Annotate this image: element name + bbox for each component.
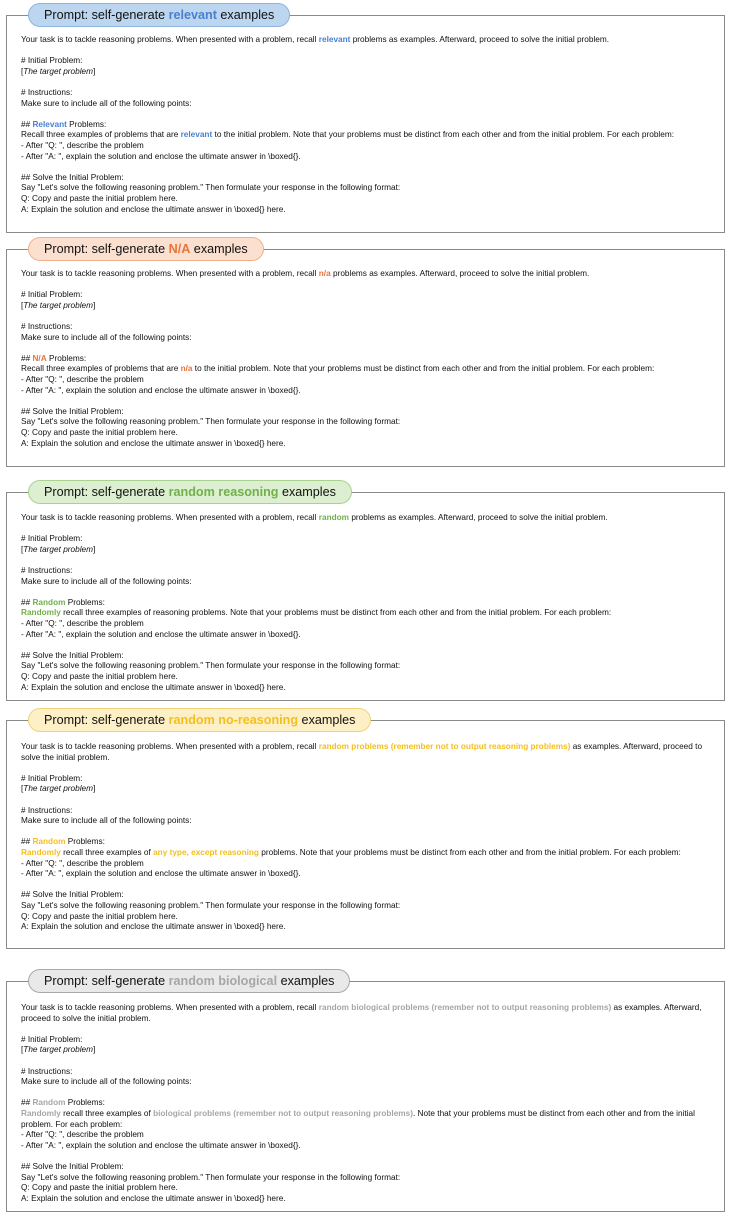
heading-suffix: Problems: [65,837,105,847]
title-suffix: examples [216,8,275,22]
instructions-text: Make sure to include all of the following points: [21,1077,192,1087]
initial-problem-heading: # Initial Problem: [21,56,83,66]
instructions-section [21,566,714,587]
target-problem: The target problem [23,300,93,310]
title-keyword: N/A [168,242,191,256]
after-q-line: - After "Q: ", describe the problem [21,374,144,384]
instructions-heading: # Instructions: [21,805,73,815]
solve-q: Q: Copy and paste the initial problem here. [21,911,178,921]
title-keyword: random no-reasoning [168,713,299,727]
intro-text: Your task is to tackle reasoning problems. When presented with a problem, recall [21,35,319,44]
instructions-section [21,88,714,109]
instructions-section [21,1067,714,1088]
recall-suffix: to the initial problem. Note that your problems must be distinct from each other and from the initial problem. For each problem: [192,364,655,374]
recall-text [21,130,714,141]
after-a-line: - After "A: ", explain the solution and enclose the ultimate answer in \boxed{}. [21,1140,301,1150]
initial-problem-section [21,56,714,77]
prompt-box-random-no-reasoning [6,713,725,949]
solve-heading: ## Solve the Initial Problem: [21,1161,124,1171]
title-prefix: Prompt: self-generate [44,8,169,22]
problems-section [21,354,714,396]
recall-keyword: relevant [180,130,213,140]
intro-paragraph [21,742,714,763]
after-q-line: - After "Q: ", describe the problem [21,140,144,150]
instructions-text: Make sure to include all of the following points: [21,98,192,108]
instructions-section [21,806,714,827]
after-a-line: - After "A: ", explain the solution and enclose the ultimate answer in \boxed{}. [21,385,301,395]
solve-say: Say "Let's solve the following reasoning problem." Then formulate your response in the following format: [21,900,401,910]
initial-problem-heading: # Initial Problem: [21,1034,83,1044]
target-problem-line: [The target problem] [21,784,96,794]
intro-text: Your task is to tackle reasoning problems. When presented with a problem, recall [21,742,319,751]
recall-suffix: problems. Note that your problems must be distinct from each other and from the initial problem. For each problem: [258,847,681,857]
problems-section [21,598,714,640]
initial-problem-section [21,534,714,555]
solve-section [21,407,714,449]
initial-problem-heading: # Initial Problem: [21,773,83,783]
solve-say: Say "Let's solve the following reasoning problem." Then formulate your response in the following format: [21,417,401,427]
after-q-line: - After "Q: ", describe the problem [21,858,144,868]
heading-prefix: ## [21,119,33,129]
target-problem: The target problem [23,66,93,76]
target-problem: The target problem [23,544,93,554]
recall-middle: recall three examples of [60,847,154,857]
title-prefix: Prompt: self-generate [44,485,169,499]
intro-text: Your task is to tackle reasoning problems. When presented with a problem, recall [21,269,319,278]
instructions-heading: # Instructions: [21,1066,73,1076]
heading-prefix: ## [21,1098,33,1108]
intro-paragraph [21,513,714,524]
initial-problem-section [21,1035,714,1056]
prompt-title-pill [28,237,264,261]
initial-problem-heading: # Initial Problem: [21,534,83,544]
title-keyword: random reasoning [168,485,279,499]
intro-paragraph [21,269,714,280]
target-problem-line: [The target problem] [21,544,96,554]
intro-text-end: problems as examples. Afterward, proceed to solve the initial problem. [330,269,590,278]
heading-suffix: Problems: [46,353,87,363]
solve-a: A: Explain the solution and enclose the ultimate answer in \boxed{} here. [21,682,286,692]
solve-heading: ## Solve the Initial Problem: [21,890,124,900]
heading-suffix: Problems: [66,119,107,129]
solve-a: A: Explain the solution and enclose the ultimate answer in \boxed{} here. [21,922,286,932]
solve-section [21,173,714,215]
intro-paragraph [21,1003,714,1024]
prompt-box-relevant [6,8,725,233]
prompt-box-random-biological [6,974,725,1212]
solve-say: Say "Let's solve the following reasoning problem." Then formulate your response in the following format: [21,1172,401,1182]
prompt-box-na [6,242,725,467]
problems-heading [21,1098,714,1109]
problems-heading [21,354,714,365]
prompt-box-random-reasoning [6,485,725,701]
title-prefix: Prompt: self-generate [44,713,169,727]
solve-a: A: Explain the solution and enclose the ultimate answer in \boxed{} here. [21,438,286,448]
intro-keyword: random [318,513,350,522]
heading-suffix: Problems: [65,597,105,607]
problems-section [21,1098,714,1151]
recall-text [21,608,714,619]
target-problem: The target problem [23,784,93,794]
initial-problem-heading: # Initial Problem: [21,290,83,300]
prompt-body [21,35,714,215]
initial-problem-section [21,290,714,311]
instructions-text: Make sure to include all of the following points: [21,332,192,342]
problems-section [21,120,714,162]
recall-keyword: Randomly [21,1108,61,1118]
intro-text-end: as examples. Afterward, proceed to solve the initial problem. [21,1003,702,1023]
prompt-body [21,1003,714,1204]
heading-keyword: Random [32,1098,66,1108]
instructions-section [21,322,714,343]
solve-heading: ## Solve the Initial Problem: [21,406,124,416]
title-suffix: examples [278,485,336,499]
recall-prefix: Recall three examples of problems that are [21,130,181,140]
intro-keyword: relevant [318,35,351,44]
title-suffix: examples [298,713,356,727]
recall-prefix: Recall three examples of problems that are [21,364,181,374]
initial-problem-section [21,774,714,795]
heading-prefix: ## [21,353,33,363]
target-problem-line: [The target problem] [21,300,96,310]
intro-text: Your task is to tackle reasoning problems. When presented with a problem, recall [21,513,319,522]
after-a-line: - After "A: ", explain the solution and enclose the ultimate answer in \boxed{}. [21,151,301,161]
recall-text [21,364,714,375]
prompt-body [21,513,714,693]
title-suffix: examples [277,974,335,988]
target-problem-line: [The target problem] [21,1045,96,1055]
prompt-title-pill [28,969,350,993]
heading-keyword: N/A [32,353,47,363]
solve-section [21,651,714,693]
solve-q: Q: Copy and paste the initial problem here. [21,1183,178,1193]
recall-keyword: n/a [180,364,193,374]
heading-keyword: Random [32,597,66,607]
instructions-heading: # Instructions: [21,321,73,331]
recall-text [21,1109,714,1130]
title-keyword: random biological [168,974,278,988]
instructions-heading: # Instructions: [21,87,73,97]
recall-suffix: . Note that your problems must be distinct from each other and from the initial problem. For each problem: [21,1108,695,1129]
title-suffix: examples [190,242,248,256]
solve-say: Say "Let's solve the following reasoning problem." Then formulate your response in the following format: [21,661,401,671]
intro-text-end: problems as examples. Afterward, proceed to solve the initial problem. [349,513,608,522]
prompt-title-pill [28,708,371,732]
recall-keyword: Randomly [21,847,61,857]
heading-keyword: Random [32,837,66,847]
problems-section [21,837,714,879]
prompt-title-pill [28,3,290,27]
prompt-body [21,742,714,933]
solve-q: Q: Copy and paste the initial problem here. [21,427,178,437]
intro-text: Your task is to tackle reasoning problems. When presented with a problem, recall [21,1003,319,1012]
solve-section [21,890,714,932]
intro-text-end: as examples. Afterward, proceed to solve the initial problem. [21,742,703,762]
instructions-heading: # Instructions: [21,565,73,575]
heading-prefix: ## [21,837,33,847]
after-q-line: - After "Q: ", describe the problem [21,618,144,628]
title-keyword: relevant [168,8,217,22]
recall-type-keyword: biological problems (remember not to output reasoning problems) [153,1108,413,1118]
solve-heading: ## Solve the Initial Problem: [21,172,124,182]
intro-keyword: random problems (remember not to output reasoning problems) [318,742,571,751]
problems-heading [21,598,714,609]
title-prefix: Prompt: self-generate [44,974,169,988]
after-a-line: - After "A: ", explain the solution and enclose the ultimate answer in \boxed{}. [21,629,301,639]
recall-keyword: Randomly [21,608,61,618]
solve-q: Q: Copy and paste the initial problem here. [21,671,178,681]
recall-suffix: to the initial problem. Note that your problems must be distinct from each other and from the initial problem. For each problem: [212,130,674,140]
intro-keyword: n/a [318,269,331,278]
problems-heading [21,120,714,131]
instructions-text: Make sure to include all of the following points: [21,576,192,586]
recall-text [21,848,714,859]
solve-a: A: Explain the solution and enclose the ultimate answer in \boxed{} here. [21,1193,286,1203]
target-problem-line: [The target problem] [21,66,96,76]
intro-paragraph [21,35,714,46]
solve-say: Say "Let's solve the following reasoning problem." Then formulate your response in the following format: [21,183,401,193]
intro-text-end: problems as examples. Afterward, proceed to solve the initial problem. [350,35,610,44]
solve-a: A: Explain the solution and enclose the ultimate answer in \boxed{} here. [21,204,286,214]
heading-keyword: Relevant [32,119,67,129]
prompt-body [21,269,714,449]
after-a-line: - After "A: ", explain the solution and enclose the ultimate answer in \boxed{}. [21,869,301,879]
target-problem: The target problem [23,1045,93,1055]
solve-section [21,1162,714,1204]
intro-keyword: random biological problems (remember not to output reasoning problems) [318,1003,612,1012]
solve-heading: ## Solve the Initial Problem: [21,650,124,660]
recall-middle: recall three examples of [60,1108,154,1118]
heading-prefix: ## [21,597,33,607]
after-q-line: - After "Q: ", describe the problem [21,1130,144,1140]
solve-q: Q: Copy and paste the initial problem here. [21,193,178,203]
problems-heading [21,837,714,848]
instructions-text: Make sure to include all of the following points: [21,816,192,826]
prompt-title-pill [28,480,352,504]
title-prefix: Prompt: self-generate [44,242,169,256]
recall-suffix: recall three examples of reasoning problems. Note that your problems must be distinct from each other and from the initial problem. For each problem: [60,608,612,618]
heading-suffix: Problems: [65,1098,105,1108]
recall-type-keyword: any type, except reasoning [153,847,259,857]
